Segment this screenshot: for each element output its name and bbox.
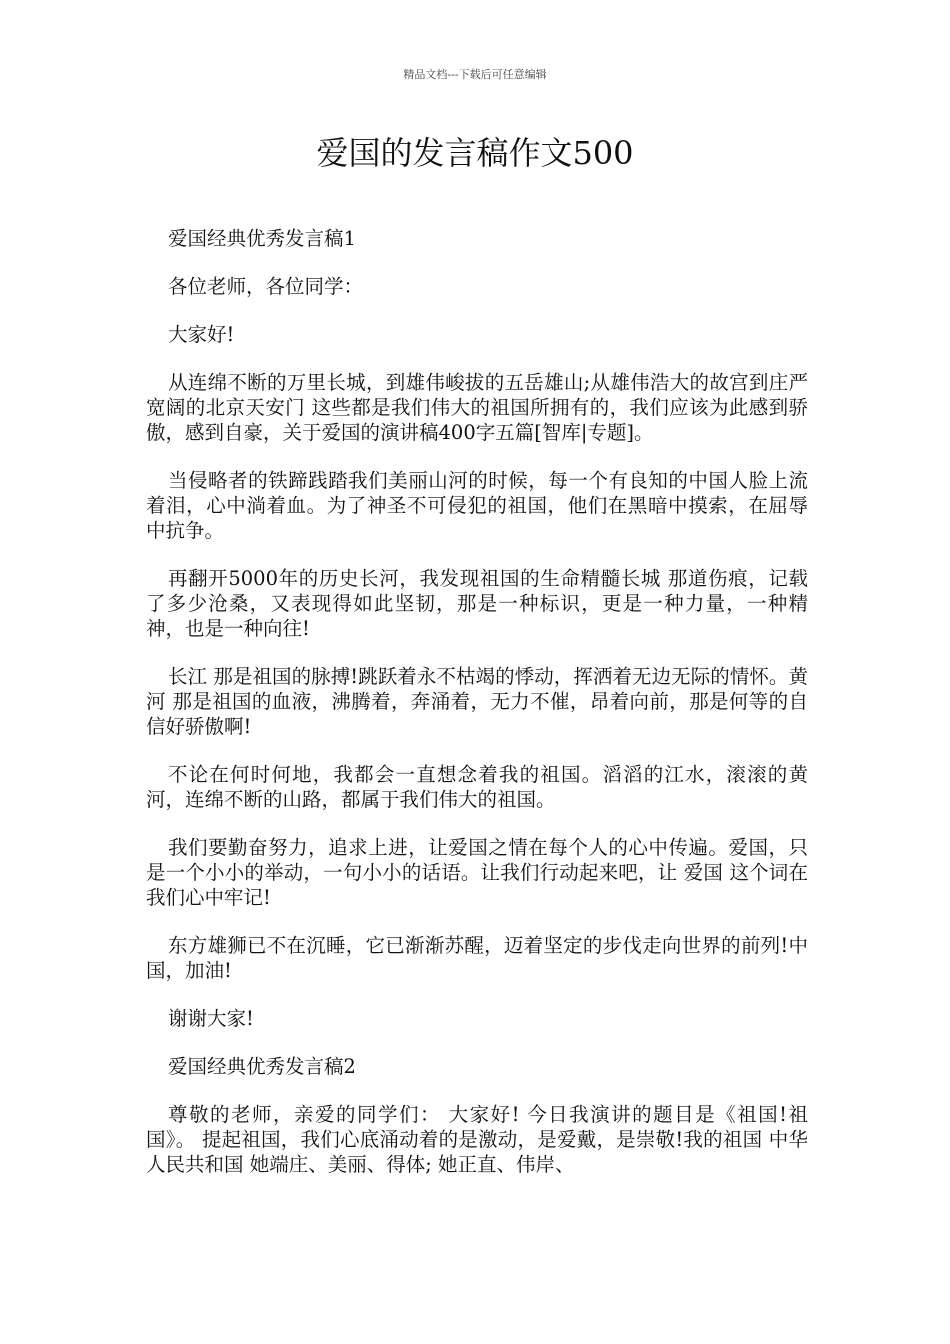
paragraph: 谢谢大家!: [168, 1007, 254, 1030]
paragraph: 当侵略者的铁蹄践踏我们美丽山河的时候，每一个有良知的中国人脸上流着泪，心中淌着血。为了神圣不可侵犯的祖国，他们在黑暗中摸索，在屈辱中抗争。: [146, 469, 808, 542]
page-header-note: 精品文档---下载后可任意编辑: [403, 68, 547, 81]
paragraph: 大家好!: [168, 323, 235, 346]
document-body: [146, 226, 808, 1200]
paragraph: 各位老师，各位同学：: [168, 275, 364, 298]
paragraph: 不论在何时何地，我都会一直想念着我的祖国。滔滔的江水，滚滚的黄河，连绵不断的山路，都属于我们伟大的祖国。: [146, 763, 808, 811]
paragraph: 长江 那是祖国的脉搏!跳跃着永不枯竭的悸动，挥洒着无边无际的情怀。黄河 那是祖国的血液，沸腾着，奔涌着，无力不催，昂着向前，那是何等的自信好骄傲啊!: [146, 665, 808, 738]
paragraph: 东方雄狮已不在沉睡，它已渐渐苏醒，迈着坚定的步伐走向世界的前列!中国，加油!: [146, 934, 808, 982]
paragraph: 再翻开5000年的历史长河，我发现祖国的生命精髓长城 那道伤痕，记载了多少沧桑，又表现得如此坚韧，那是一种标识，更是一种力量，一种精神，也是一种向往!: [146, 567, 808, 640]
paragraph: 从连绵不断的万里长城，到雄伟峻拔的五岳雄山;从雄伟浩大的故宫到庄严宽阔的北京天安门 这些都是我们伟大的祖国所拥有的，我们应该为此感到骄傲，感到自豪，关于爱国的演讲稿400字五篇[智库|专题]。: [146, 371, 808, 444]
document-title: 爱国的发言稿作文500: [316, 134, 634, 172]
paragraph: 爱国经典优秀发言稿2: [168, 1055, 356, 1078]
paragraph: 我们要勤奋努力，追求上进，让爱国之情在每个人的心中传遍。爱国，只是一个小小的举动，一句小小的话语。让我们行动起来吧，让 爱国 这个词在我们心中牢记!: [146, 836, 808, 909]
paragraph: 尊敬的老师，亲爱的同学们： 大家好! 今日我演讲的题目是《祖国!祖国》。 提起祖国，我们心底涌动着的是激动，是爱戴，是崇敬!我的祖国 中华人民共和国 她端庄、美丽、得体; 她正直、伟岸、: [146, 1103, 808, 1176]
paragraph: 爱国经典优秀发言稿1: [168, 227, 356, 250]
